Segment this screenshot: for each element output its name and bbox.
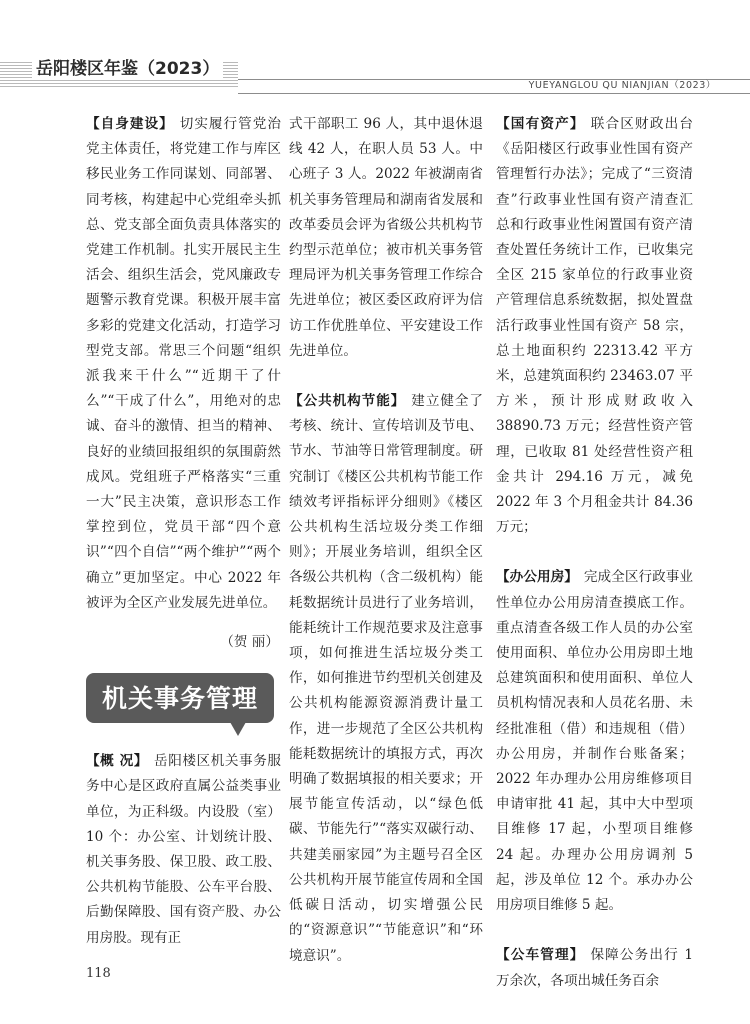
section-banner <box>86 673 274 723</box>
paragraph-overview <box>86 749 281 951</box>
section-title: 机关事务管理 <box>101 683 258 713</box>
text-column-middle <box>289 112 483 969</box>
header-rule-bottom <box>238 93 750 94</box>
paragraph-energy-saving <box>289 389 483 969</box>
paragraph-vehicle-management <box>496 943 693 993</box>
text-column-left <box>86 112 281 951</box>
running-header <box>0 0 750 100</box>
paragraph-heading: 【自身建设】 <box>86 116 174 132</box>
paragraph-body: 保障公务出行 1 万余次，各项出城任务百余 <box>496 947 693 989</box>
paragraph-heading: 【国有资产】 <box>496 116 585 132</box>
paragraph-overview-continued: 式干部职工 96 人，其中退休退线 42 人，在职人员 53 人。中心班子 3 人。2022 年被湖南省机关事务管理局和湖南省发展和改革委员会评为省级公共机构节约型示范单位；被市机关事务管理局评为机关事务管理工作综合先进单位；被区委区政府评为信访工作优胜单位、平安建设工作先进单位。 <box>289 116 483 359</box>
author-signature: （贺 丽） <box>220 634 279 651</box>
paragraph-body: 完成全区行政事业性单位办公用房清查摸底工作。重点清查各级工作人员的办公室使用面积、单位办公用房即土地总建筑面积和使用面积、单位人员机构情况表和人员花名册、未经批准租（借）和违规租（借）办公用房，并制作台账备案；2022 年办理办公用房维修项目申请审批 41 起，其中大中型项目维修 17 起，小型项目维修 24 起。办理办公用房调剂 5 起，涉及单位 12 个。承办办公用房项目维修 5 起。 <box>496 569 694 914</box>
paragraph-office-space <box>496 565 693 918</box>
paragraph-heading: 【公共机构节能】 <box>289 393 406 410</box>
paragraph-body: 联合区财政出台《岳阳楼区行政事业性国有资产管理暂行办法》；完成了“三资清查”行政事业性国有资产清查汇总和行政事业性闲置国有资产清查处置任务统计工作，已收集完全区 215 家单位的行政事业资产管理信息系统数据，拟处置盘活行政事业性国有资产 58 宗，总土地面积约 22313.42 平方米，总建筑面积约 23463.07 平方米，预计形成财政收入 38890.73 万元；经营性资产管理，已收取 81 处经营性资产租金共计 294.16 万元，减免 2022 年 3 个月租金共计 84.36 万元； <box>496 116 693 536</box>
paragraph-self-building <box>86 112 281 616</box>
yearbook-subtitle: YUEYANGLOU QU NIANJIAN（2023） <box>528 80 716 91</box>
page-number: 118 <box>86 966 111 981</box>
paragraph-state-assets <box>496 112 693 540</box>
paragraph-body: 切实履行管党治党主体责任，将党建工作与库区移民业务工作同谋划、同部署、同考核，构建起中心党组牵头抓总、党支部全面负责具体落实的党建工作机制。扎实开展民主生活会、组织生活会，党风廉政专题警示教育党课。积极开展丰富多彩的党建文化活动，打造学习型党支部。常思三个问题“组织派我来干什么”“近期干了什么”“干成了什么”，用绝对的忠诚、奋斗的激情、担当的精神、良好的业绩回报组织的氛围蔚然成风。党组班子严格落实“三重一大”民主决策，意识形态工作掌控到位，党员干部“四个意识”“四个自信”“两个维护”“两个确立”更加坚定。中心 2022 年被评为全区产业发展先进单位。 <box>86 116 281 611</box>
paragraph-heading: 【公车管理】 <box>496 947 585 964</box>
yearbook-title: 岳阳楼区年鉴（2023） <box>32 58 223 80</box>
paragraph-body: 岳阳楼区机关事务服务中心是区政府直属公益类事业单位，为正科级。内设股（室）10 个：办公室、计划统计股、机关事务股、保卫股、政工股、公共机构节能股、公车平台股、后勤保障股、国有资产股、办公用房股。现有正 <box>86 753 282 946</box>
paragraph-body: 建立健全了考核、统计、宣传培训及节电、节水、节油等日常管理制度。研究制订《楼区公共机构节能工作绩效考评指标评分细则》《楼区公共机构生活垃圾分类工作细则》；开展业务培训，组织全区各级公共机构（含二级机构）能耗数据统计员进行了业务培训，能耗统计工作规范要求及注意事项，如何推进生活垃圾分类工作，如何推进节约型机关创建及公共机构能源资源消费计量工作，进一步规范了全区公共机构能耗数据统计的填报方式，再次明确了数据填报的相关要求；开展节能宣传活动，以“绿色低碳、节能先行”“落实双碳行动、共建美丽家园”为主题号召全区公共机构开展节能宣传周和全国低碳日活动，切实增强公民的“资源意识”“节能意识”和“环境意识”。 <box>289 393 484 964</box>
text-column-right <box>496 112 693 994</box>
paragraph-heading: 【办公用房】 <box>496 569 578 586</box>
paragraph-heading: 【概 况】 <box>86 753 149 770</box>
